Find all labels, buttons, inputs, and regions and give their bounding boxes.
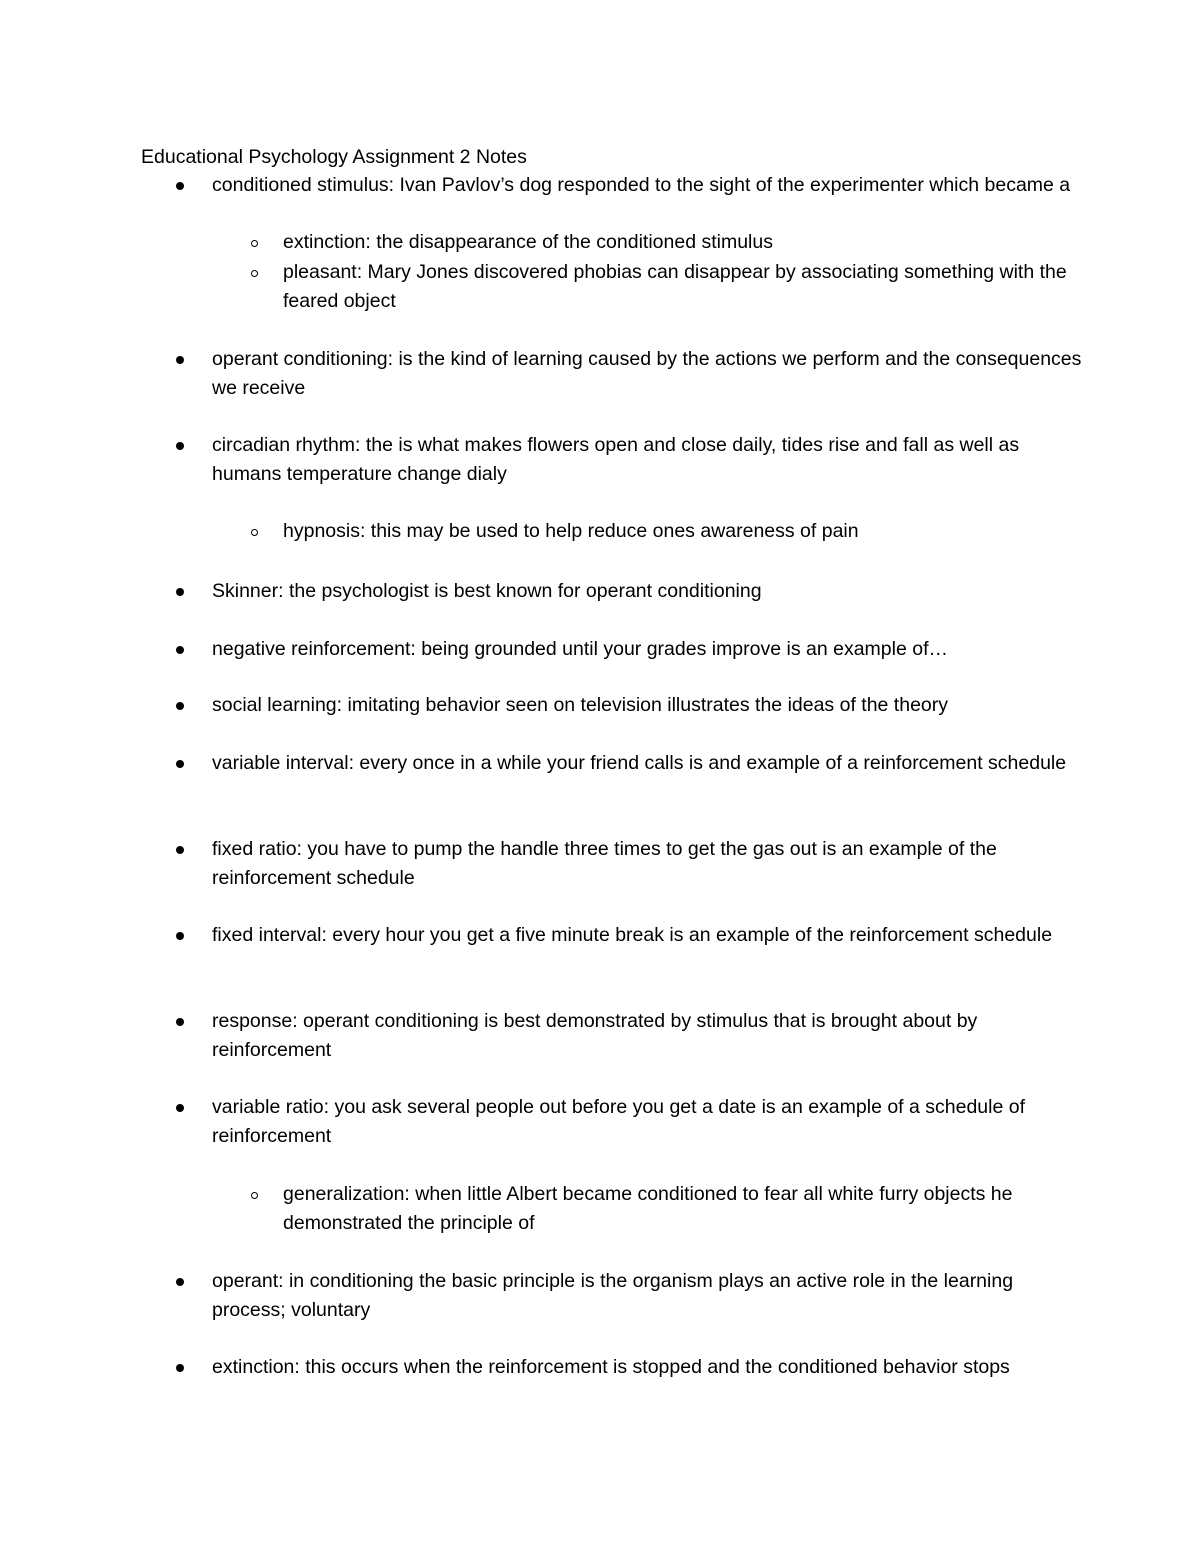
hollow-bullet-icon	[251, 529, 258, 536]
list-item	[212, 431, 1082, 489]
hollow-bullet-icon	[251, 1192, 258, 1199]
sub-list-item	[283, 228, 1073, 257]
sub-list-item	[283, 1180, 1073, 1238]
list-item	[212, 577, 1082, 606]
list-item-text: hypnosis: this may be used to help reduce ones awareness of pain	[283, 520, 859, 542]
bullet-icon	[176, 1018, 184, 1026]
bullet-icon	[176, 646, 184, 654]
sub-list-item	[283, 258, 1073, 316]
list-item	[212, 691, 1082, 720]
document-title: Educational Psychology Assignment 2 Notes	[141, 146, 527, 168]
list-item	[212, 345, 1082, 403]
list-item-text: response: operant conditioning is best demonstrated by stimulus that is brought about by reinforcement	[212, 1010, 978, 1061]
bullet-icon	[176, 1278, 184, 1286]
list-item-text: variable interval: every once in a while your friend calls is and example of a reinforcement schedule	[212, 752, 1067, 774]
list-item	[212, 921, 1082, 950]
bullet-icon	[176, 356, 184, 364]
list-item	[212, 1093, 1082, 1151]
bullet-icon	[176, 588, 184, 596]
list-item-text: negative reinforcement: being grounded until your grades improve is an example of…	[212, 638, 949, 660]
bullet-icon	[176, 182, 184, 190]
bullet-icon	[176, 442, 184, 450]
list-item	[212, 835, 1082, 893]
hollow-bullet-icon	[251, 270, 258, 277]
bullet-icon	[176, 760, 184, 768]
sub-list-item	[283, 517, 1073, 546]
list-item-text: variable ratio: you ask several people out before you get a date is an example of a schedule of reinforcement	[212, 1096, 1026, 1147]
list-item-text: fixed interval: every hour you get a five minute break is an example of the reinforcement schedule	[212, 924, 1053, 946]
list-item-text: operant: in conditioning the basic principle is the organism plays an active role in the learning process; voluntary	[212, 1270, 1014, 1321]
list-item-text: extinction: the disappearance of the conditioned stimulus	[283, 231, 773, 253]
bullet-icon	[176, 702, 184, 710]
bullet-icon	[176, 1104, 184, 1112]
list-item	[212, 749, 1082, 778]
list-item-text: fixed ratio: you have to pump the handle three times to get the gas out is an example of the reinforcement schedule	[212, 838, 997, 889]
list-item-text: conditioned stimulus: Ivan Pavlov’s dog responded to the sight of the experimenter which became a	[212, 174, 1071, 196]
list-item	[212, 1267, 1082, 1325]
list-item-text: circadian rhythm: the is what makes flowers open and close daily, tides rise and fall as well as humans temperature change dialy	[212, 434, 1020, 485]
list-item-text: Skinner: the psychologist is best known for operant conditioning	[212, 580, 762, 602]
hollow-bullet-icon	[251, 240, 258, 247]
list-item	[212, 1353, 1082, 1382]
list-item-text: generalization: when little Albert became conditioned to fear all white furry objects he demonstrated the principle of	[283, 1183, 1013, 1234]
list-item	[212, 1007, 1082, 1065]
list-item	[212, 171, 1082, 200]
list-item-text: pleasant: Mary Jones discovered phobias can disappear by associating something with the feared object	[283, 261, 1067, 312]
list-item-text: extinction: this occurs when the reinforcement is stopped and the conditioned behavior stops	[212, 1356, 1010, 1378]
list-item-text: social learning: imitating behavior seen on television illustrates the ideas of the theory	[212, 694, 949, 716]
list-item	[212, 635, 1082, 664]
list-item-text: operant conditioning: is the kind of learning caused by the actions we perform and the consequences we receive	[212, 348, 1082, 399]
bullet-icon	[176, 846, 184, 854]
bullet-icon	[176, 1364, 184, 1372]
bullet-icon	[176, 932, 184, 940]
